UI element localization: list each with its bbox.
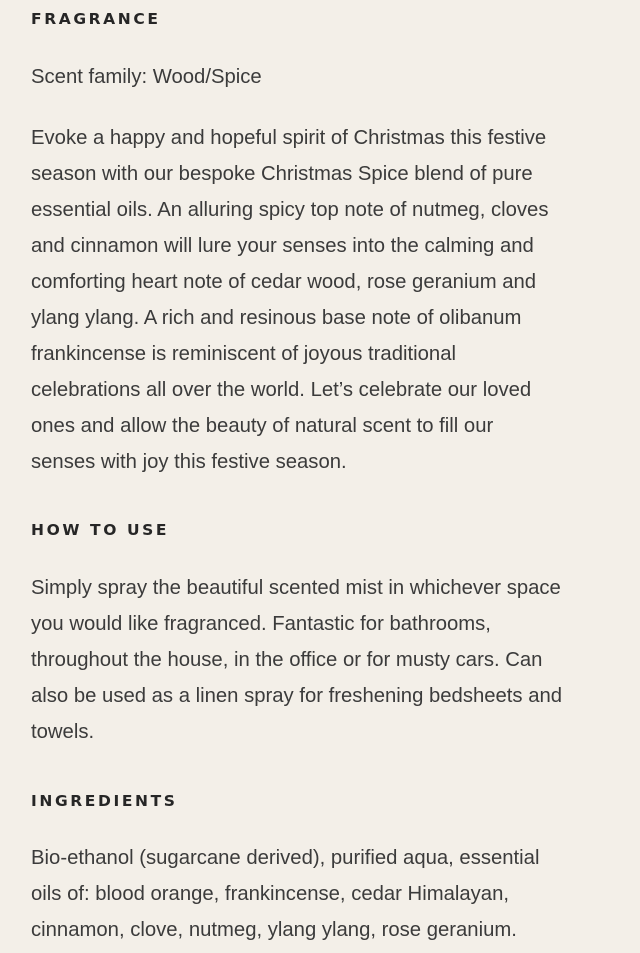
text-line: essential oils. An alluring spicy top note of nutmeg, cloves (31, 199, 549, 221)
text-line: senses with joy this festive season. (31, 451, 347, 473)
how-to-use-description (31, 570, 562, 750)
ingredients-heading: INGREDIENTS (31, 792, 178, 810)
text-line: ones and allow the beauty of natural scent to fill our (31, 415, 494, 437)
fragrance-heading: FRAGRANCE (31, 10, 161, 28)
text-line: celebrations all over the world. Let’s celebrate our loved (31, 379, 532, 401)
text-line: frankincense is reminiscent of joyous traditional (31, 343, 456, 365)
text-line: comforting heart note of cedar wood, rose geranium and (31, 271, 537, 293)
ingredients-description (31, 840, 539, 948)
text-line: Simply spray the beautiful scented mist in whichever space (31, 577, 561, 599)
text-line: throughout the house, in the office or for musty cars. Can (31, 649, 543, 671)
how-to-use-heading: HOW TO USE (31, 521, 170, 539)
text-line: ylang ylang. A rich and resinous base note of olibanum (31, 307, 522, 329)
text-line: Evoke a happy and hopeful spirit of Christmas this festive (31, 127, 547, 149)
scent-family-line: Scent family: Wood/Spice (31, 66, 262, 88)
fragrance-description (31, 120, 548, 480)
text-line: also be used as a linen spray for freshening bedsheets and (31, 685, 563, 707)
text-line: and cinnamon will lure your senses into the calming and (31, 235, 534, 257)
text-line: oils of: blood orange, frankincense, cedar Himalayan, (31, 883, 510, 905)
text-line: cinnamon, clove, nutmeg, ylang ylang, rose geranium. (31, 919, 517, 941)
scent-family-text (31, 59, 262, 95)
text-line: season with our bespoke Christmas Spice blend of pure (31, 163, 533, 185)
text-line: Bio-ethanol (sugarcane derived), purified aqua, essential (31, 847, 540, 869)
text-line: you would like fragranced. Fantastic for bathrooms, (31, 613, 491, 635)
text-line: towels. (31, 721, 95, 743)
